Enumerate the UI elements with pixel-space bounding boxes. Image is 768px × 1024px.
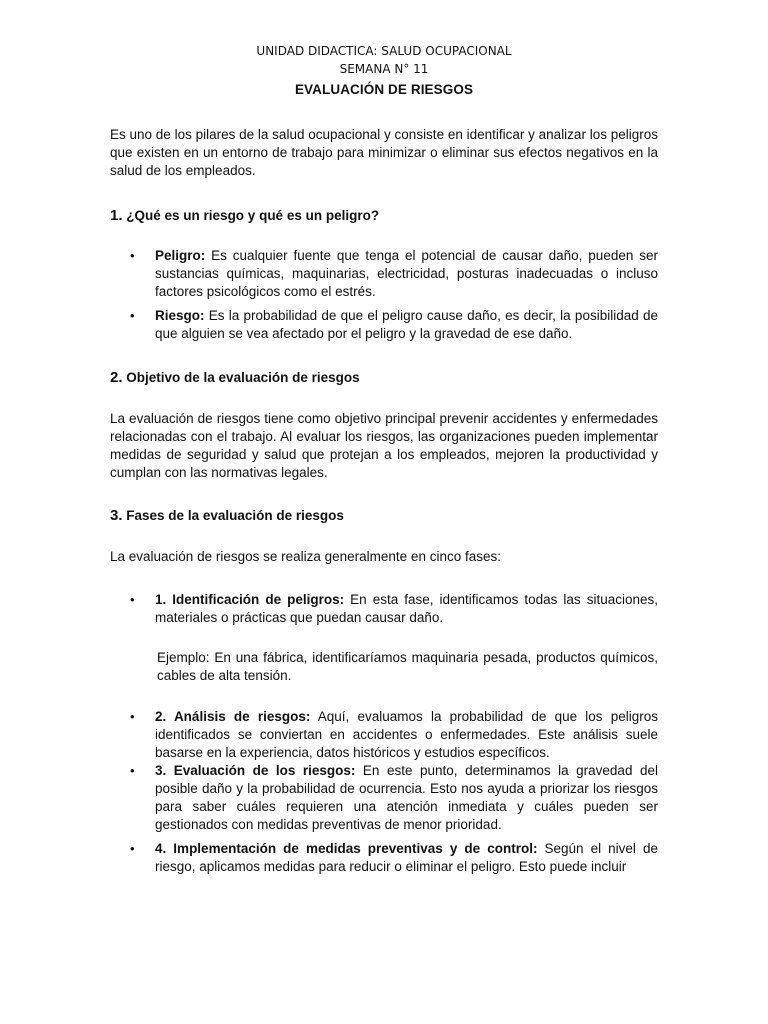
example-paragraph: Ejemplo: En una fábrica, identificaríamos maquinaria pesada, productos químicos, cables de alta tensión.	[157, 650, 658, 683]
bullet-icon: •	[130, 308, 135, 323]
section-heading-2	[110, 368, 658, 388]
section-title: Fases de la evaluación de riesgos	[126, 508, 344, 523]
list-item	[110, 708, 658, 762]
document-title: EVALUACIÓN DE RIESGOS	[294, 82, 474, 97]
list-item	[110, 307, 658, 343]
unit-header: UNIDAD DIDACTICA: SALUD OCUPACIONAL	[256, 44, 512, 58]
list-item-text: Aquí, evaluamos la probabilidad de que los peligros identificados se conviertan en accidentes o enfermedades. Este análisis suele basarse en la experiencia, datos históricos y estudios específicos.	[155, 709, 658, 760]
list-item-text: Según el nivel de riesgo, aplicamos medidas para reducir o eliminar el peligro. Esto puede incluir	[155, 841, 659, 874]
bullet-icon: •	[130, 763, 135, 778]
intro-paragraph: Es uno de los pilares de la salud ocupacional y consiste en identificar y analizar los peligros que existen en un entorno de trabajo para minimizar o eliminar sus efectos negativos en la salud de los empleados.	[110, 127, 658, 178]
list-item-text: Es la probabilidad de que el peligro cause daño, es decir, la posibilidad de que alguien se vea afectado por el peligro y la gravedad de ese daño.	[155, 308, 658, 341]
list-item	[110, 840, 658, 876]
list-item-text: En este punto, determinamos la gravedad del posible daño y la probabilidad de ocurrencia. Esto nos ayuda a priorizar los riesgos para saber cuáles requieren una atención inmediata y cuáles pueden ser gestionados con medidas preventivas de menor prioridad.	[155, 763, 658, 832]
section-number: 3.	[110, 507, 123, 524]
list-item-term: Peligro:	[155, 248, 206, 263]
list-item	[110, 247, 658, 301]
list-item-term: 1. Identificación de peligros:	[155, 592, 345, 607]
list-item-term: 2. Análisis de riesgos:	[155, 709, 311, 724]
list-item-term: 4. Implementación de medidas preventivas y de control:	[155, 841, 538, 856]
bullet-icon: •	[130, 592, 135, 607]
bullet-icon: •	[130, 841, 135, 856]
section-title: Objetivo de la evaluación de riesgos	[126, 370, 360, 385]
section-number: 2.	[110, 369, 123, 386]
phases-intro-paragraph: La evaluación de riesgos se realiza generalmente en cinco fases:	[110, 549, 501, 564]
section-title: ¿Qué es un riesgo y qué es un peligro?	[126, 208, 380, 223]
definitions-list	[110, 247, 658, 343]
section-heading-3	[110, 506, 658, 526]
document-content	[110, 42, 658, 876]
list-item-term: 3. Evaluación de los riesgos:	[155, 763, 356, 778]
week-header: SEMANA N° 11	[339, 62, 429, 76]
bullet-icon: •	[130, 709, 135, 724]
list-item-text: Es cualquier fuente que tenga el potencial de causar daño, pueden ser sustancias químicas, maquinarias, electricidad, posturas inadecuadas o incluso factores psicológicos como el estrés.	[155, 248, 658, 299]
objective-paragraph: La evaluación de riesgos tiene como objetivo principal prevenir accidentes y enfermedades relacionadas con el trabajo. Al evaluar los riesgos, las organizaciones pueden implementar medidas de seguridad y salud que protejan a los empleados, mejoren la productividad y cumplan con las normativas legales.	[110, 411, 658, 480]
phases-list-continued	[110, 708, 658, 876]
bullet-icon: •	[130, 248, 135, 263]
list-item-text: En esta fase, identificamos todas las situaciones, materiales o prácticas que puedan causar daño.	[155, 592, 658, 625]
list-item	[110, 591, 658, 627]
section-number: 1.	[110, 207, 123, 224]
phases-list	[110, 591, 658, 627]
list-item	[110, 762, 658, 834]
section-heading-1	[110, 206, 658, 226]
list-item-term: Riesgo:	[155, 308, 205, 323]
